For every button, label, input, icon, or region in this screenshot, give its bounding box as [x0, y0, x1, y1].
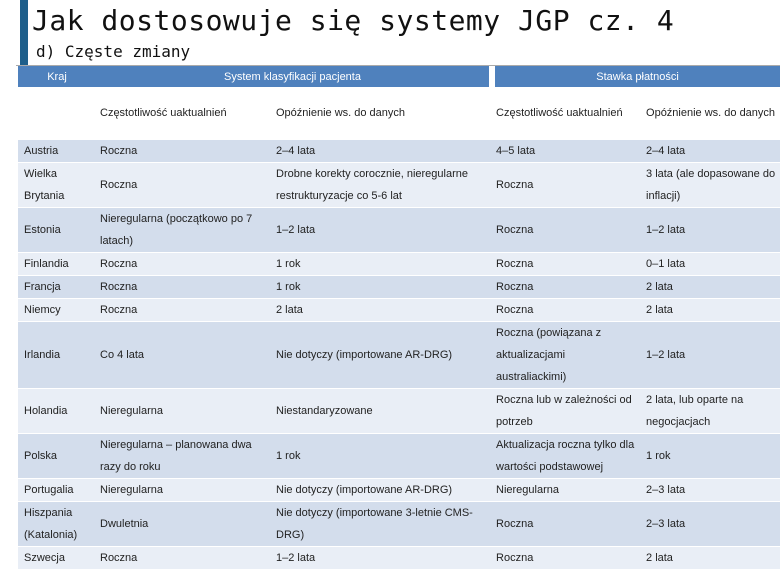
cell-country: Finlandia	[18, 253, 96, 276]
cell-value: Dwuletnia	[96, 502, 272, 547]
table-row	[18, 434, 780, 479]
cell-value: Roczna	[96, 140, 272, 163]
cell-value: Nieregularna (początkowo po 7 latach)	[96, 208, 272, 253]
cell-value: Roczna	[492, 253, 642, 276]
subheader-cell: Opóźnienie ws. do danych	[642, 87, 780, 140]
cell-value: Niestandaryzowane	[272, 389, 492, 434]
cell-country: Polska	[18, 434, 96, 479]
cell-value: 2–3 lata	[642, 479, 780, 502]
page-title: Jak dostosowuje się systemy JGP cz. 4	[32, 4, 675, 37]
cell-value: Co 4 lata	[96, 322, 272, 389]
cell-value: Nieregularna	[492, 479, 642, 502]
table-row	[18, 163, 780, 208]
cell-value: 3 lata (ale dopasowane do inflacji)	[642, 163, 780, 208]
cell-country: Szwecja	[18, 547, 96, 570]
cell-value: Drobne korekty corocznie, nieregularne restrukturyzacje co 5-6 lat	[272, 163, 492, 208]
header-system: System klasyfikacji pacjenta	[96, 66, 492, 87]
cell-value: Roczna	[492, 547, 642, 570]
cell-value: Roczna	[96, 547, 272, 570]
cell-value: 2 lata, lub oparte na negocjacjach	[642, 389, 780, 434]
cell-value: 1 rok	[272, 434, 492, 479]
cell-value: Nieregularna – planowana dwa razy do roku	[96, 434, 272, 479]
cell-value: Nieregularna	[96, 479, 272, 502]
cell-value: Roczna	[96, 276, 272, 299]
table-row	[18, 208, 780, 253]
subheader-cell: Częstotliwość uaktualnień	[492, 87, 642, 140]
cell-value: 2 lata	[272, 299, 492, 322]
table-row	[18, 547, 780, 570]
cell-country: Austria	[18, 140, 96, 163]
cell-value: 1 rok	[272, 253, 492, 276]
group-header-row	[18, 66, 780, 87]
cell-value: Roczna (powiązana z aktualizacjami australiackimi)	[492, 322, 642, 389]
cell-value: 2–4 lata	[642, 140, 780, 163]
cell-value: 2–4 lata	[272, 140, 492, 163]
cell-value: 2–3 lata	[642, 502, 780, 547]
accent-bar	[20, 0, 28, 66]
cell-value: Nieregularna	[96, 389, 272, 434]
cell-value: 1 rok	[642, 434, 780, 479]
cell-value: 1–2 lata	[642, 208, 780, 253]
cell-value: Roczna lub w zależności od potrzeb	[492, 389, 642, 434]
cell-value: Roczna	[492, 276, 642, 299]
cell-value: Nie dotyczy (importowane AR-DRG)	[272, 479, 492, 502]
cell-value: 2 lata	[642, 299, 780, 322]
subheader-row	[18, 87, 780, 140]
page-subtitle: d) Częste zmiany	[36, 42, 191, 61]
header-kraj: Kraj	[18, 66, 96, 87]
cell-value: 0–1 lata	[642, 253, 780, 276]
cell-value: Roczna	[492, 502, 642, 547]
subheader-cell: Częstotliwość uaktualnień	[96, 87, 272, 140]
cell-country: Estonia	[18, 208, 96, 253]
cell-value: Roczna	[492, 299, 642, 322]
cell-value: Roczna	[492, 163, 642, 208]
cell-country: Niemcy	[18, 299, 96, 322]
table-row	[18, 253, 780, 276]
drg-table	[18, 66, 780, 570]
table-row	[18, 479, 780, 502]
cell-value: 2 lata	[642, 547, 780, 570]
cell-value: 1 rok	[272, 276, 492, 299]
table-row	[18, 389, 780, 434]
cell-country: Holandia	[18, 389, 96, 434]
cell-value: 4–5 lata	[492, 140, 642, 163]
cell-country: Hiszpania (Katalonia)	[18, 502, 96, 547]
cell-value: 1–2 lata	[272, 208, 492, 253]
cell-value: Roczna	[96, 253, 272, 276]
table-row	[18, 276, 780, 299]
cell-value: Nie dotyczy (importowane 3-letnie CMS-DRG)	[272, 502, 492, 547]
cell-value: Nie dotyczy (importowane AR-DRG)	[272, 322, 492, 389]
cell-value: Roczna	[492, 208, 642, 253]
cell-value: 1–2 lata	[272, 547, 492, 570]
table-row	[18, 299, 780, 322]
subheader-cell: Opóźnienie ws. do danych	[272, 87, 492, 140]
cell-country: Wielka Brytania	[18, 163, 96, 208]
cell-value: Aktualizacja roczna tylko dla wartości podstawowej	[492, 434, 642, 479]
cell-value: 1–2 lata	[642, 322, 780, 389]
header-stawka: Stawka płatności	[492, 66, 780, 87]
subheader-empty	[18, 87, 96, 140]
cell-country: Francja	[18, 276, 96, 299]
cell-value: Roczna	[96, 163, 272, 208]
cell-value: 2 lata	[642, 276, 780, 299]
cell-value: Roczna	[96, 299, 272, 322]
table-row	[18, 322, 780, 389]
cell-country: Portugalia	[18, 479, 96, 502]
cell-country: Irlandia	[18, 322, 96, 389]
table-row	[18, 140, 780, 163]
